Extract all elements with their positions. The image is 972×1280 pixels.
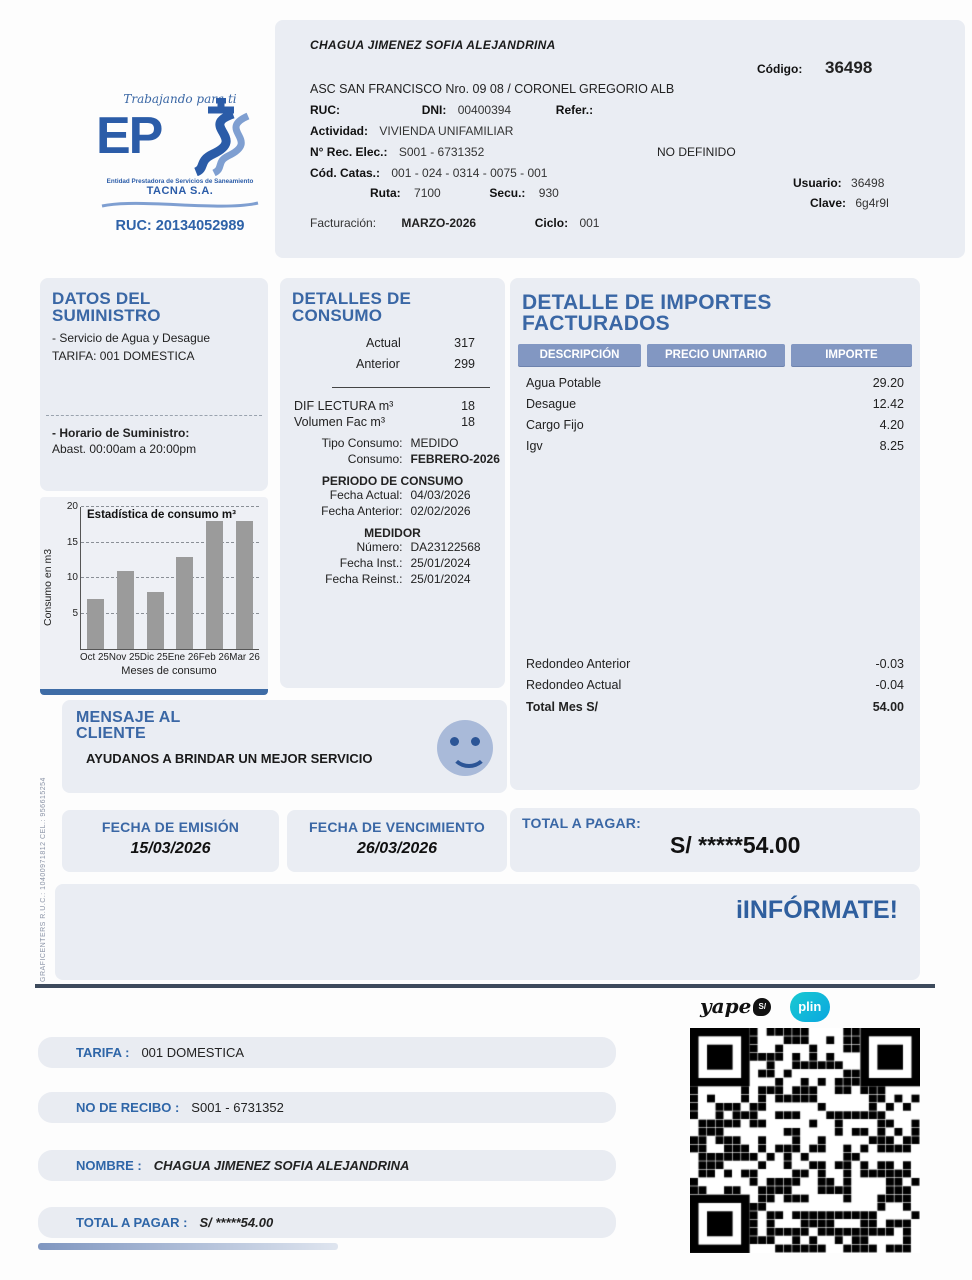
usuario-row — [793, 176, 884, 190]
mensaje-panel — [62, 700, 507, 793]
facturacion-row — [310, 216, 599, 230]
logo-tagline: Trabajando para ti — [123, 92, 237, 106]
numero-value: DA23122568 — [410, 539, 481, 554]
dashed-divider — [46, 415, 262, 416]
dif-value: 18 — [461, 398, 475, 413]
gridline — [66, 500, 259, 512]
chart-ylabel: Consumo en m3 — [42, 548, 54, 626]
secu-label: Secu.: — [489, 186, 526, 200]
bar-chart — [40, 497, 268, 683]
x-tick-label: Oct 25 — [80, 652, 109, 663]
bar-ene-26 — [176, 557, 193, 649]
importe-desc: Cargo Fijo — [526, 417, 584, 432]
total-mes-label: Total Mes S/ — [526, 699, 599, 714]
secu-value: 930 — [538, 186, 559, 200]
suministro-panel — [40, 278, 268, 491]
bar-feb-26 — [206, 521, 223, 649]
horario-value: Abast. 00:00am a 20:00pm — [52, 441, 197, 456]
yape-logo: yape — [700, 994, 752, 1018]
actividad-value: VIVIENDA UNIFAMILIAR — [379, 124, 514, 138]
importes-panel — [510, 278, 920, 790]
x-tick-label: Feb 26 — [198, 652, 230, 663]
importes-title: DETALLE DE IMPORTES FACTURADOS — [522, 291, 772, 336]
column-header: IMPORTE — [791, 344, 912, 366]
importe-value: 29.20 — [872, 375, 904, 390]
suministro-tarifa: TARIFA: 001 DOMESTICA — [52, 348, 195, 363]
footer-divider — [35, 984, 935, 988]
water-swoosh-icon — [178, 98, 268, 176]
cod-catas-value: 001 - 024 - 0314 - 0075 - 001 — [391, 166, 548, 180]
tipo-value: MEDIDO — [410, 435, 459, 450]
anterior-label: Anterior — [356, 357, 400, 372]
reading-divider — [332, 387, 490, 388]
gridline — [66, 536, 259, 548]
importe-value: 4.20 — [879, 417, 904, 432]
importe-row — [510, 372, 920, 393]
total-pagar-value: S/ *****54.00 — [670, 832, 801, 859]
ciclo-label: Ciclo: — [534, 216, 569, 230]
importe-desc: Agua Potable — [526, 375, 602, 390]
total-mes-value: 54.00 — [872, 699, 904, 714]
importe-value: 8.25 — [879, 438, 904, 453]
codigo-value: 36498 — [825, 58, 873, 77]
y-tick-label: 20 — [66, 500, 78, 512]
tipo-label: Tipo Consumo: — [321, 435, 403, 450]
mensaje-body: AYUDANOS A BRINDAR UN MEJOR SERVICIO — [86, 750, 373, 766]
logo-company: TACNA S.A. — [146, 185, 214, 197]
importes-summary — [510, 653, 920, 695]
consumption-chart-panel — [40, 497, 268, 695]
y-tick-label: 10 — [66, 571, 78, 583]
vol-label: Volumen Fac m³ — [294, 414, 386, 429]
emision-box — [62, 810, 279, 872]
ruc-label: RUC: — [310, 103, 340, 117]
fecha-reinst-value: 25/01/2024 — [410, 571, 471, 586]
clave-row — [810, 196, 889, 210]
numero-label: Número: — [356, 539, 403, 554]
medidor-title: MEDIDOR — [364, 525, 421, 540]
chart-title: Estadística de consumo m³ — [87, 509, 236, 521]
suministro-title: DATOS DEL SUMINISTRO — [52, 289, 161, 326]
chart-xlabel: Meses de consumo — [121, 665, 217, 677]
emision-label: FECHA DE EMISIÓN — [101, 819, 240, 835]
column-header: DESCRIPCIÓN — [518, 344, 641, 366]
emision-value: 15/03/2026 — [130, 840, 211, 858]
importe-row — [510, 435, 920, 456]
footer-row-label: NO DE RECIBO : — [76, 1100, 180, 1115]
chart-plot-area — [66, 500, 259, 650]
fecha-reinst-label: Fecha Reinst.: — [325, 571, 403, 586]
plin-logo: plin — [790, 992, 830, 1022]
importe-row — [510, 414, 920, 435]
ciclo-value: 001 — [579, 216, 600, 230]
redondeo-desc: Redondeo Anterior — [526, 656, 631, 671]
fecha-actual-value: 04/03/2026 — [410, 487, 471, 502]
footer-row-value: S/ *****54.00 — [199, 1215, 274, 1230]
vol-value: 18 — [461, 414, 475, 429]
chart-x-ticks — [80, 652, 258, 663]
redondeo-desc: Redondeo Actual — [526, 677, 622, 692]
vencimiento-box — [287, 810, 507, 872]
footer-row-value: CHAGUA JIMENEZ SOFIA ALEJANDRINA — [153, 1158, 410, 1173]
consumo-label: Consumo: — [347, 451, 403, 466]
yape-badge-icon: S/ — [753, 998, 771, 1016]
print-shop-side-text: GRAFICENTERS R.U.C.: 10400971812 CEL.: 956615254 — [40, 777, 47, 982]
footer-row-no-de-recibo — [38, 1092, 616, 1123]
fecha-inst-label: Fecha Inst.: — [339, 555, 403, 570]
redondeo-row — [510, 653, 920, 674]
customer-address: ASC SAN FRANCISCO Nro. 09 08 / CORONEL GREGORIO ALB — [310, 82, 675, 96]
usuario-value: 36498 — [851, 176, 885, 190]
mensaje-title: MENSAJE AL CLIENTE — [76, 709, 181, 743]
dif-label: DIF LECTURA m³ — [294, 398, 394, 413]
no-definido: NO DEFINIDO — [657, 145, 736, 159]
actividad-label: Actividad: — [310, 124, 369, 138]
footer-row-label: TOTAL A PAGAR : — [76, 1215, 188, 1230]
gridline — [72, 607, 259, 619]
rec-elec-row — [310, 145, 484, 159]
consumo-panel — [280, 278, 505, 688]
fecha-anterior-label: Fecha Anterior: — [321, 503, 403, 518]
bar-mar-26 — [236, 521, 253, 649]
refer-label: Refer.: — [555, 103, 594, 117]
footer-row-label: TARIFA : — [76, 1045, 130, 1060]
facturacion-label: Facturación: — [310, 216, 377, 230]
informate-text: iINFÓRMATE! — [735, 896, 898, 924]
footer-row-total-a-pagar — [38, 1207, 616, 1238]
facturacion-value: MARZO-2026 — [401, 216, 477, 230]
payment-brands — [700, 992, 920, 1026]
anterior-value: 299 — [454, 357, 475, 372]
total-pagar-label: TOTAL A PAGAR: — [522, 815, 641, 831]
redondeo-row — [510, 674, 920, 695]
rec-elec-value: S001 - 6731352 — [398, 145, 485, 159]
total-pagar-box — [510, 808, 920, 872]
column-header: PRECIO UNITARIO — [647, 344, 785, 366]
logo-entity-line: Entidad Prestadora de Servicios de Saneamiento — [106, 178, 254, 185]
periodo-title: PERIODO DE CONSUMO — [321, 473, 464, 488]
bar-oct-25 — [87, 599, 104, 649]
vencimiento-label: FECHA DE VENCIMIENTO — [309, 819, 485, 835]
logo-wave-icon — [100, 200, 260, 210]
rec-elec-label: N° Rec. Elec.: — [310, 145, 388, 159]
x-tick-label: Nov 25 — [108, 652, 140, 663]
actual-value: 317 — [454, 336, 475, 351]
y-tick-label: 5 — [72, 607, 78, 619]
logo-ep-letters: EP — [96, 107, 162, 165]
footer-accent-bar — [38, 1243, 338, 1250]
codigo-label: Código: — [757, 62, 803, 76]
cod-catas-label: Cód. Catas.: — [310, 166, 381, 180]
bar-dic-25 — [147, 592, 164, 649]
importe-row — [510, 393, 920, 414]
customer-name: CHAGUA JIMENEZ SOFIA ALEJANDRINA — [310, 38, 556, 52]
vencimiento-value: 26/03/2026 — [356, 840, 438, 858]
eps-logo — [82, 92, 278, 234]
bar-nov-25 — [117, 571, 134, 649]
redondeo-value: -0.04 — [875, 677, 904, 692]
importe-value: 12.42 — [872, 396, 904, 411]
usuario-label: Usuario: — [793, 176, 842, 190]
consumo-value: FEBRERO-2026 — [410, 451, 500, 466]
logo-ruc: RUC: 20134052989 — [115, 218, 245, 234]
fecha-inst-value: 25/01/2024 — [410, 555, 471, 570]
consumo-title: DETALLES DE CONSUMO — [292, 289, 412, 326]
footer-row-value: 001 DOMESTICA — [141, 1045, 245, 1060]
fecha-anterior-value: 02/02/2026 — [410, 503, 471, 518]
smiley-icon — [437, 720, 493, 776]
importes-table-rows — [510, 372, 920, 456]
ruta-value: 7100 — [414, 186, 441, 200]
cod-catas-row — [310, 166, 547, 180]
ruc-dni-row — [310, 103, 593, 117]
ruta-label: Ruta: — [370, 186, 401, 200]
footer-row-nombre — [38, 1150, 616, 1181]
clave-label: Clave: — [810, 196, 847, 210]
x-tick-label: Dic 25 — [139, 652, 168, 663]
redondeo-value: -0.03 — [875, 656, 904, 671]
payment-qr-code — [690, 1028, 920, 1253]
actual-label: Actual — [366, 336, 401, 351]
horario-label: - Horario de Suministro: — [52, 425, 190, 440]
importes-table-header — [518, 344, 912, 366]
customer-header-panel — [275, 20, 965, 258]
footer-row-value: S001 - 6731352 — [191, 1100, 284, 1115]
x-tick-label: Mar 26 — [229, 652, 260, 663]
actividad-row — [310, 124, 513, 138]
fecha-actual-label: Fecha Actual: — [329, 487, 403, 502]
y-tick-label: 15 — [66, 536, 78, 548]
clave-value: 6g4r9l — [855, 196, 889, 210]
footer-row-label: NOMBRE : — [76, 1158, 142, 1173]
informate-panel — [55, 884, 920, 980]
ruta-secu-row — [370, 186, 559, 200]
gridline — [66, 571, 259, 583]
importe-desc: Desague — [526, 396, 577, 411]
footer-row-tarifa — [38, 1037, 616, 1068]
dni-label: DNI: — [421, 103, 447, 117]
importe-desc: Igv — [526, 438, 543, 453]
dni-value: 00400394 — [457, 103, 512, 117]
suministro-service: - Servicio de Agua y Desague — [52, 330, 211, 345]
total-mes-row — [510, 696, 920, 717]
eps-logo-mark — [82, 106, 278, 178]
x-tick-label: Ene 26 — [167, 652, 199, 663]
